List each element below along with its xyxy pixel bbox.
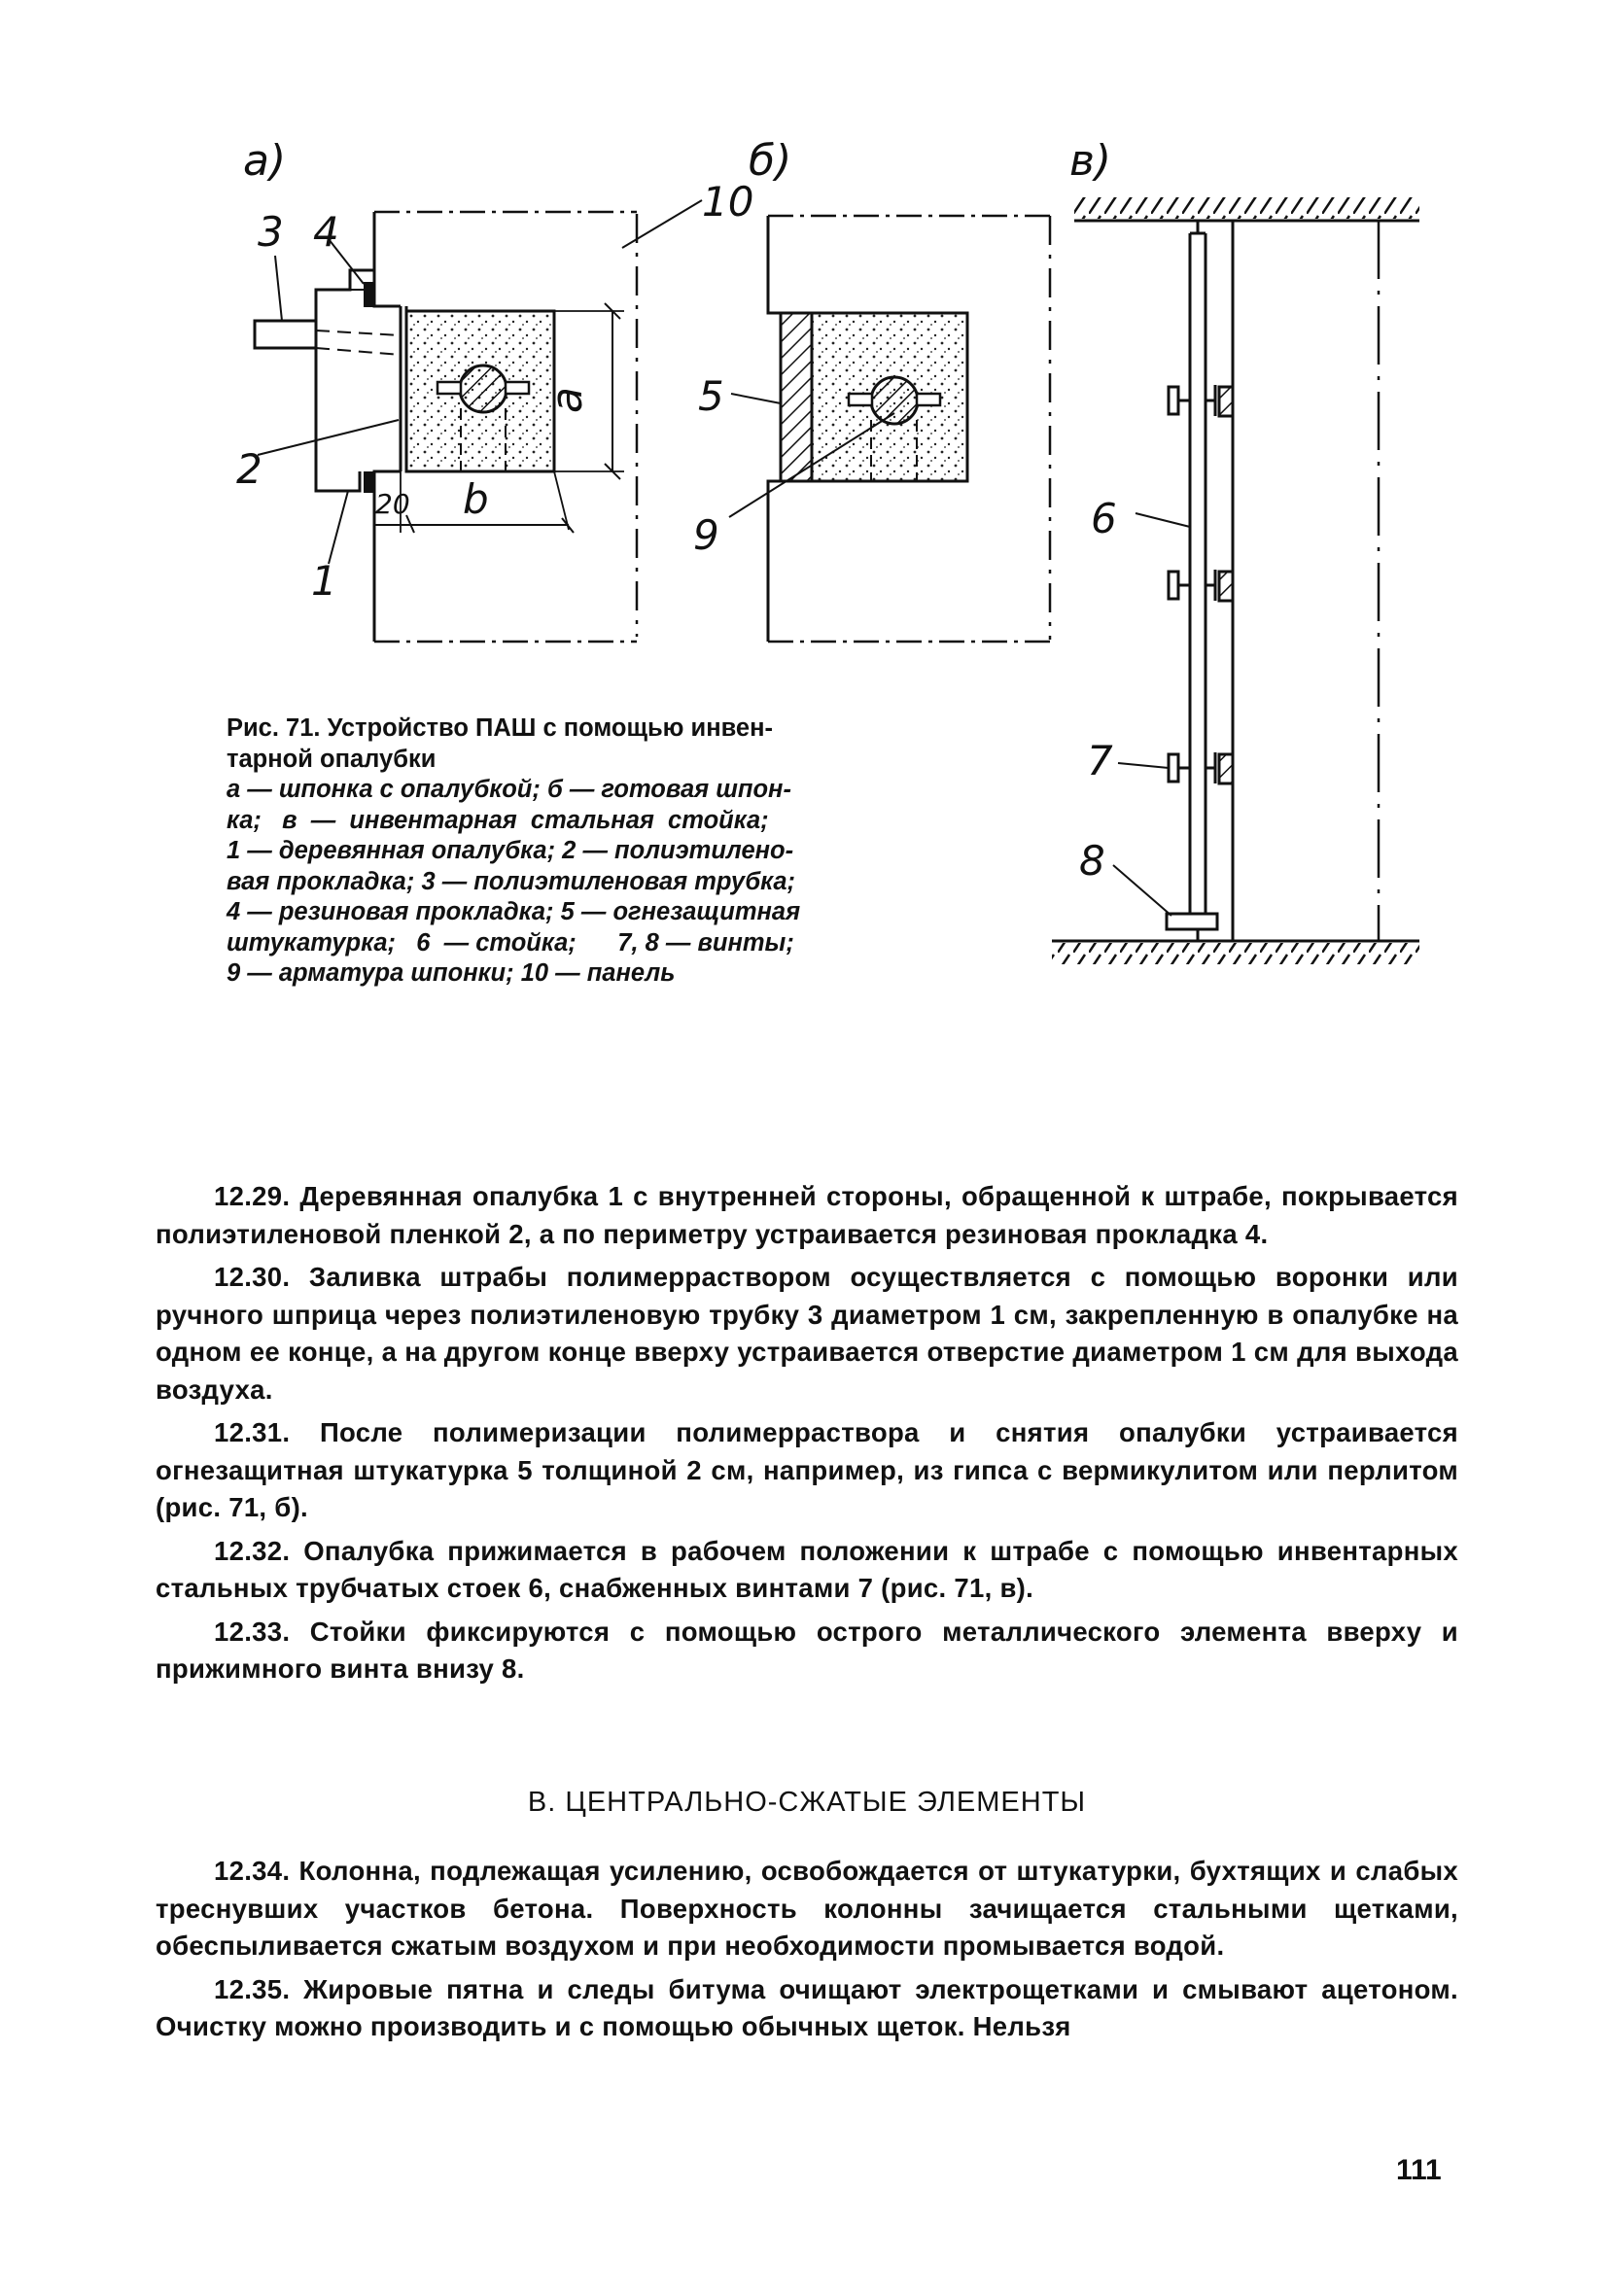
paragraph-number: 12.30.	[214, 1262, 291, 1292]
caption-line-6: штукатурка; 6 — стойка; 7, 8 — винты;	[227, 928, 794, 957]
screw-assembly-bottom	[1169, 752, 1233, 783]
callout-3: 3	[258, 208, 284, 256]
caption-line-7: 9 — арматура шпонки; 10 — панель	[227, 959, 676, 987]
paragraph-12-31	[156, 1414, 1458, 1527]
callout-10: 10	[702, 178, 754, 226]
paragraph-number: 12.31.	[214, 1417, 291, 1447]
callout-4: 4	[313, 208, 339, 256]
callout-7: 7	[1087, 737, 1113, 784]
screw-assembly-top	[1169, 385, 1233, 416]
caption-line-5: 4 — резиновая прокладка; 5 — огнезащитная	[227, 898, 801, 925]
panel-v-drawing	[1052, 197, 1419, 964]
paragraph-12-35	[156, 1971, 1458, 2046]
section-heading: В. ЦЕНТРАЛЬНО-СЖАТЫЕ ЭЛЕМЕНТЫ	[527, 1787, 1087, 1818]
paragraph-text: Стойки фиксируются с помощью острого металлического элемента вверху и прижимного винта внизу 8.	[156, 1616, 1458, 1684]
screw-assembly-middle	[1169, 570, 1233, 601]
caption-title-line-2: тарной опалубки	[227, 745, 437, 773]
paragraph-12-30	[156, 1259, 1458, 1409]
paragraph-text: Опалубка прижимается в рабочем положении к штрабе с помощью инвентарных стальных трубчатых стоек 6, снабженных винтами 7 (рис. 71, в).	[156, 1535, 1458, 1603]
caption-line-4: вая прокладка; 3 — полиэтиленовая трубка;	[227, 867, 796, 895]
paragraph-text: Заливка штрабы полимерраствором осуществляется с помощью воронки или ручного шприца через полиэтиленовую трубку 3 диаметром 1 см, закрепленную в опалубке на одном ее конце, а на другом конце вверху устраивается отверстие диаметром 1 см для выхода воздуха.	[156, 1262, 1458, 1405]
dimension-20-label: 20	[375, 488, 410, 520]
paragraph-number: 12.32.	[214, 1535, 291, 1566]
callout-8: 8	[1079, 837, 1105, 885]
caption-line-2: ка; в — инвентарная стальная стойка;	[227, 806, 769, 834]
paragraph-12-33	[156, 1614, 1458, 1688]
callout-5: 5	[698, 372, 724, 420]
panel-b-drawing	[729, 216, 1050, 642]
figure-caption	[227, 713, 965, 990]
panel-label-b: б)	[749, 136, 792, 186]
paragraph-number: 12.29.	[214, 1181, 291, 1211]
paragraph-12-29	[156, 1178, 1458, 1253]
dimension-b-label: b	[463, 475, 489, 523]
body-text-bottom	[156, 1853, 1458, 2052]
dimension-a-label: a	[542, 387, 592, 413]
callout-9: 9	[693, 511, 719, 559]
paragraph-12-32	[156, 1533, 1458, 1608]
panel-label-v: в)	[1069, 136, 1112, 186]
paragraph-number: 12.34.	[214, 1856, 291, 1886]
paragraph-text: Колонна, подлежащая усилению, освобождается от штукатурки, бухтящих и слабых треснувших участков бетона. Поверхность колонны зачищается стальными щетками, обеспыливается сжатым воздухом и при необходимости промывается водой.	[156, 1856, 1458, 1961]
panel-label-a: а)	[243, 136, 287, 186]
page-number: 111	[1396, 2154, 1442, 2186]
paragraph-12-34	[156, 1853, 1458, 1966]
paragraph-text: Деревянная опалубка 1 с внутренней стороны, обращенной к штрабе, покрывается полиэтиленовой пленкой 2, а по периметру устраивается резиновая прокладка 4.	[156, 1181, 1458, 1249]
paragraph-number: 12.33.	[214, 1616, 291, 1647]
paragraph-text: После полимеризации полимерраствора и снятия опалубки устраивается огнезащитная штукатурка 5 толщиной 2 см, например, из гипса с вермикулитом или перлитом (рис. 71, б).	[156, 1417, 1458, 1522]
caption-line-1: а — шпонка с опалубкой; б — готовая шпон-	[227, 776, 791, 803]
callout-1: 1	[311, 557, 337, 605]
caption-line-3: 1 — деревянная опалубка; 2 — полиэтилено-	[227, 837, 794, 864]
paragraph-number: 12.35.	[214, 1973, 291, 2004]
body-text-top	[156, 1178, 1458, 1694]
callout-2: 2	[236, 445, 262, 493]
caption-title-line-1: Рис. 71. Устройство ПАШ с помощью инвен-	[227, 714, 774, 742]
paragraph-text: Жировые пятна и следы битума очищают электрощетками и смывают ацетоном. Очистку можно производить и с помощью обычных щеток. Нельзя	[156, 1973, 1458, 2041]
callout-6: 6	[1091, 495, 1117, 542]
